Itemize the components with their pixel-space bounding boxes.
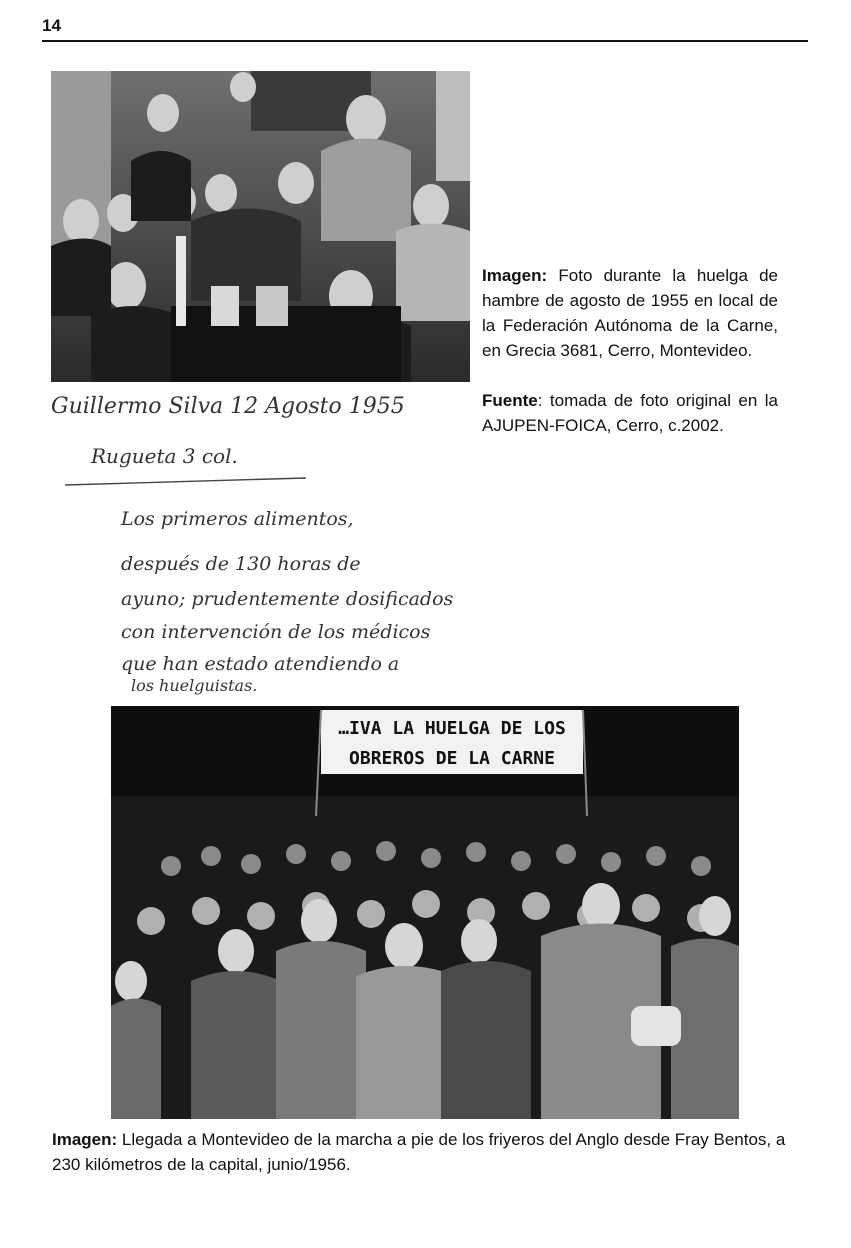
caption-text: Llegada a Montevideo de la marcha a pie de los friyeros del Anglo desde Fray Bentos, a 230 kilómetros de la capital, junio/1956. bbox=[52, 1130, 786, 1174]
note-line: que han estado atendiendo a bbox=[121, 653, 400, 675]
note-line: con intervención de los médicos bbox=[121, 621, 431, 643]
source-text: : tomada de foto original en la AJUPEN-FOICA, Cerro, c.2002. bbox=[482, 391, 778, 435]
banner-line-2: OBREROS DE LA CARNE bbox=[349, 748, 555, 769]
header-rule bbox=[42, 40, 808, 42]
note-line: ayuno; prudentemente dosificados bbox=[121, 588, 454, 610]
caption-text: Foto durante la huelga de hambre de agosto de 1955 en local de la Federación Autónoma de la Carne, en Grecia 3681, Cerro, Montevideo. bbox=[482, 266, 778, 360]
caption-label: Imagen: bbox=[52, 1130, 118, 1149]
figure1-caption bbox=[482, 263, 778, 438]
note-heading: Rugueta 3 col. bbox=[91, 444, 238, 468]
note-line: los huelguistas. bbox=[131, 676, 258, 695]
figure2-caption bbox=[52, 1127, 804, 1177]
hunger-strike-photo bbox=[51, 71, 470, 382]
note-line: Los primeros alimentos, bbox=[121, 508, 354, 530]
note-line: después de 130 horas de bbox=[121, 553, 361, 575]
march-crowd-photo bbox=[111, 706, 739, 1119]
handwritten-note bbox=[51, 385, 470, 696]
page-number: 14 bbox=[42, 16, 61, 35]
source-label: Fuente bbox=[482, 391, 538, 410]
note-signature-date: Guillermo Silva 12 Agosto 1955 bbox=[51, 394, 405, 419]
banner-line-1: …IVA LA HUELGA DE LOS bbox=[338, 718, 566, 739]
caption-label: Imagen: bbox=[482, 266, 548, 285]
